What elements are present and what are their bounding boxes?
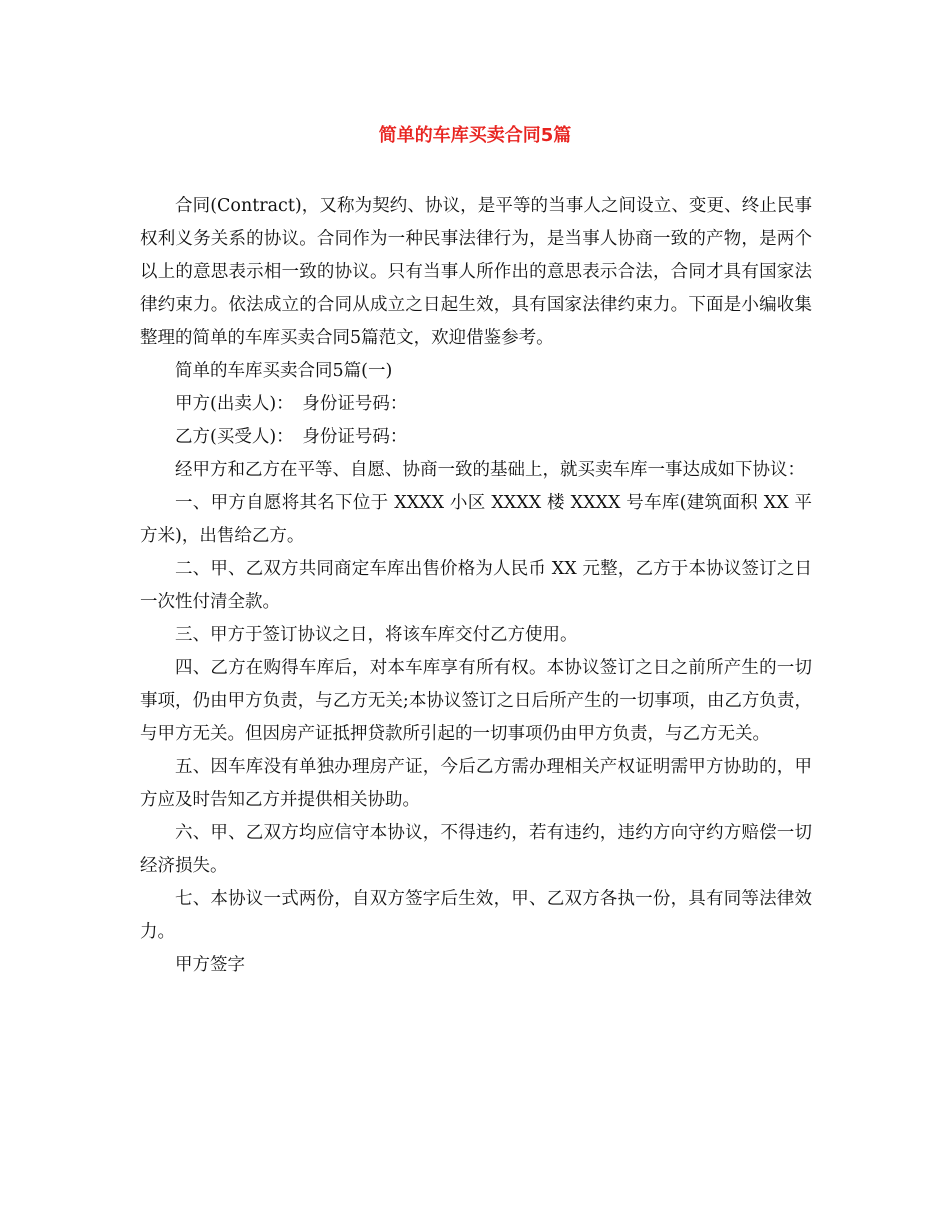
agreement-preamble: 经甲方和乙方在平等、自愿、协商一致的基础上，就买卖车库一事达成如下协议： [175,460,805,480]
clause-5: 五、因车库没有单独办理房产证，今后乙方需办理相关产权证明需甲方协助的，甲方应及时告知乙方并提供相关协助。 [140,757,812,810]
party-a-line: 甲方(出卖人)： 身份证号码： [175,394,408,414]
clause-3: 三、甲方于签订协议之日，将该车库交付乙方使用。 [175,625,578,645]
clause-1: 一、甲方自愿将其名下位于 XXXX 小区 XXXX 楼 XXXX 号车库(建筑面积 XX 平方米)，出售给乙方。 [140,493,812,546]
party-b-line: 乙方(买受人)： 身份证号码： [175,427,408,447]
intro-paragraph: 合同(Contract)，又称为契约、协议，是平等的当事人之间设立、变更、终止民事权利义务关系的协议。合同作为一种民事法律行为，是当事人协商一致的产物，是两个以上的意思表示相一致的协议。只有当事人所作出的意思表示合法，合同才具有国家法律约束力。依法成立的合同从成立之日起生效，具有国家法律约束力。下面是小编收集整理的简单的车库买卖合同5篇范文，欢迎借鉴参考。 [140,196,812,348]
document-body [140,190,812,982]
clause-7: 七、本协议一式两份，自双方签字后生效，甲、乙双方各执一份，具有同等法律效力。 [140,889,812,942]
document-title: 简单的车库买卖合同5篇 [378,125,572,146]
party-a-signature: 甲方签字 [175,955,245,975]
section-heading: 简单的车库买卖合同5篇(一) [175,361,393,381]
clause-6: 六、甲、乙双方均应信守本协议，不得违约，若有违约，违约方向守约方赔偿一切经济损失。 [140,823,812,876]
clause-2: 二、甲、乙双方共同商定车库出售价格为人民币 XX 元整，乙方于本协议签订之日一次性付清全款。 [140,559,812,612]
clause-4: 四、乙方在购得车库后，对本车库享有所有权。本协议签订之日之前所产生的一切事项，仍由甲方负责，与乙方无关;本协议签订之日后所产生的一切事项，由乙方负责，与甲方无关。但因房产证抵押贷款所引起的一切事项仍由甲方负责，与乙方无关。 [140,658,812,744]
